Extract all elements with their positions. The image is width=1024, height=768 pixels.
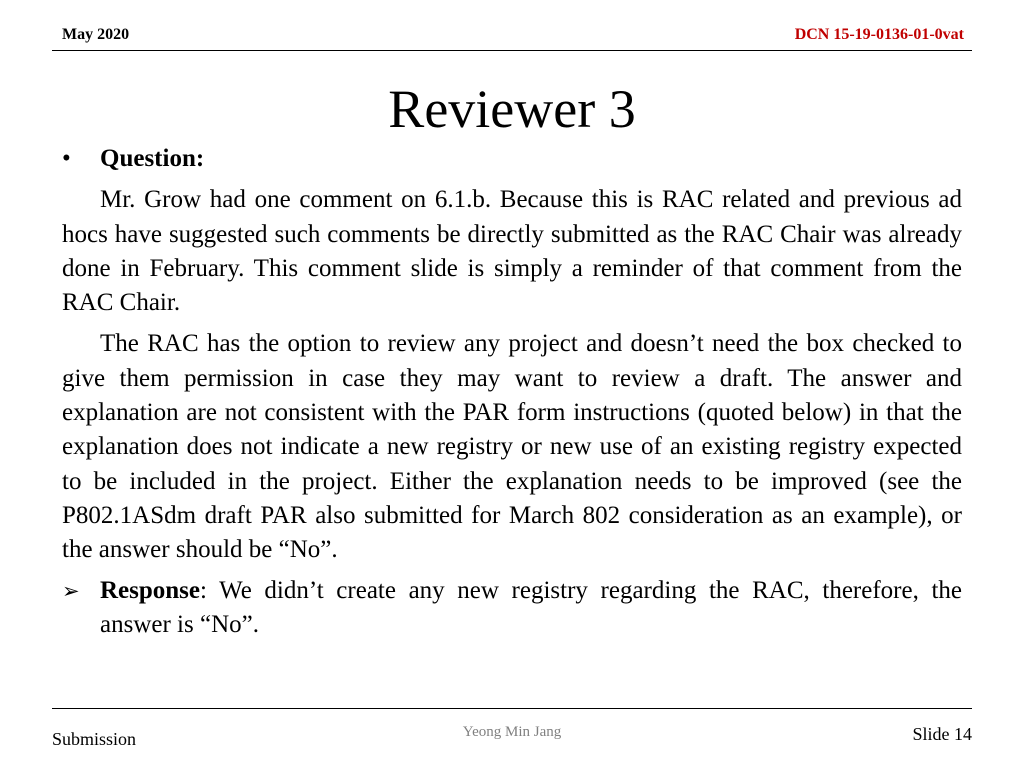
- slide-title: Reviewer 3: [388, 79, 636, 139]
- header-date: May 2020: [62, 26, 130, 43]
- header-divider: [52, 50, 972, 51]
- slide-body: [62, 142, 962, 642]
- response-label: Response: [100, 576, 201, 604]
- footer-submission: Submission: [52, 729, 137, 749]
- footer-divider: [52, 708, 972, 709]
- question-label: Question:: [100, 145, 205, 172]
- arrow-bullet-icon: ➢: [62, 578, 80, 603]
- response-bullet: [62, 574, 962, 643]
- paragraph-2: The RAC has the option to review any project and doesn’t need the box checked to give them permission in case they may want to review a draft. The answer and explanation are not consistent with the PAR form instructions (quoted below) in that the explanation does not indicate a new registry or new use of an existing registry expected to be included in the project. Either the explanation needs to be improved (see the P802.1ASdm draft PAR also submitted for March 802 consideration as an example), or the answer should be “No”.: [62, 330, 962, 564]
- paragraph-1: Mr. Grow had one comment on 6.1.b. Because this is RAC related and previous ad hocs have suggested such comments be directly submitted as the RAC Chair was already done in February. This comment slide is simply a reminder of that comment from the RAC Chair.: [62, 186, 962, 317]
- question-bullet: [62, 142, 962, 176]
- footer-author: Yeong Min Jang: [462, 724, 562, 740]
- header-dcn: DCN 15-19-0136-01-0vat: [794, 26, 964, 43]
- bullet-icon: •: [62, 145, 71, 172]
- response-text: : We didn’t create any new registry regarding the RAC, therefore, the answer is “No”.: [100, 576, 962, 638]
- slide-number: Slide 14: [912, 724, 972, 744]
